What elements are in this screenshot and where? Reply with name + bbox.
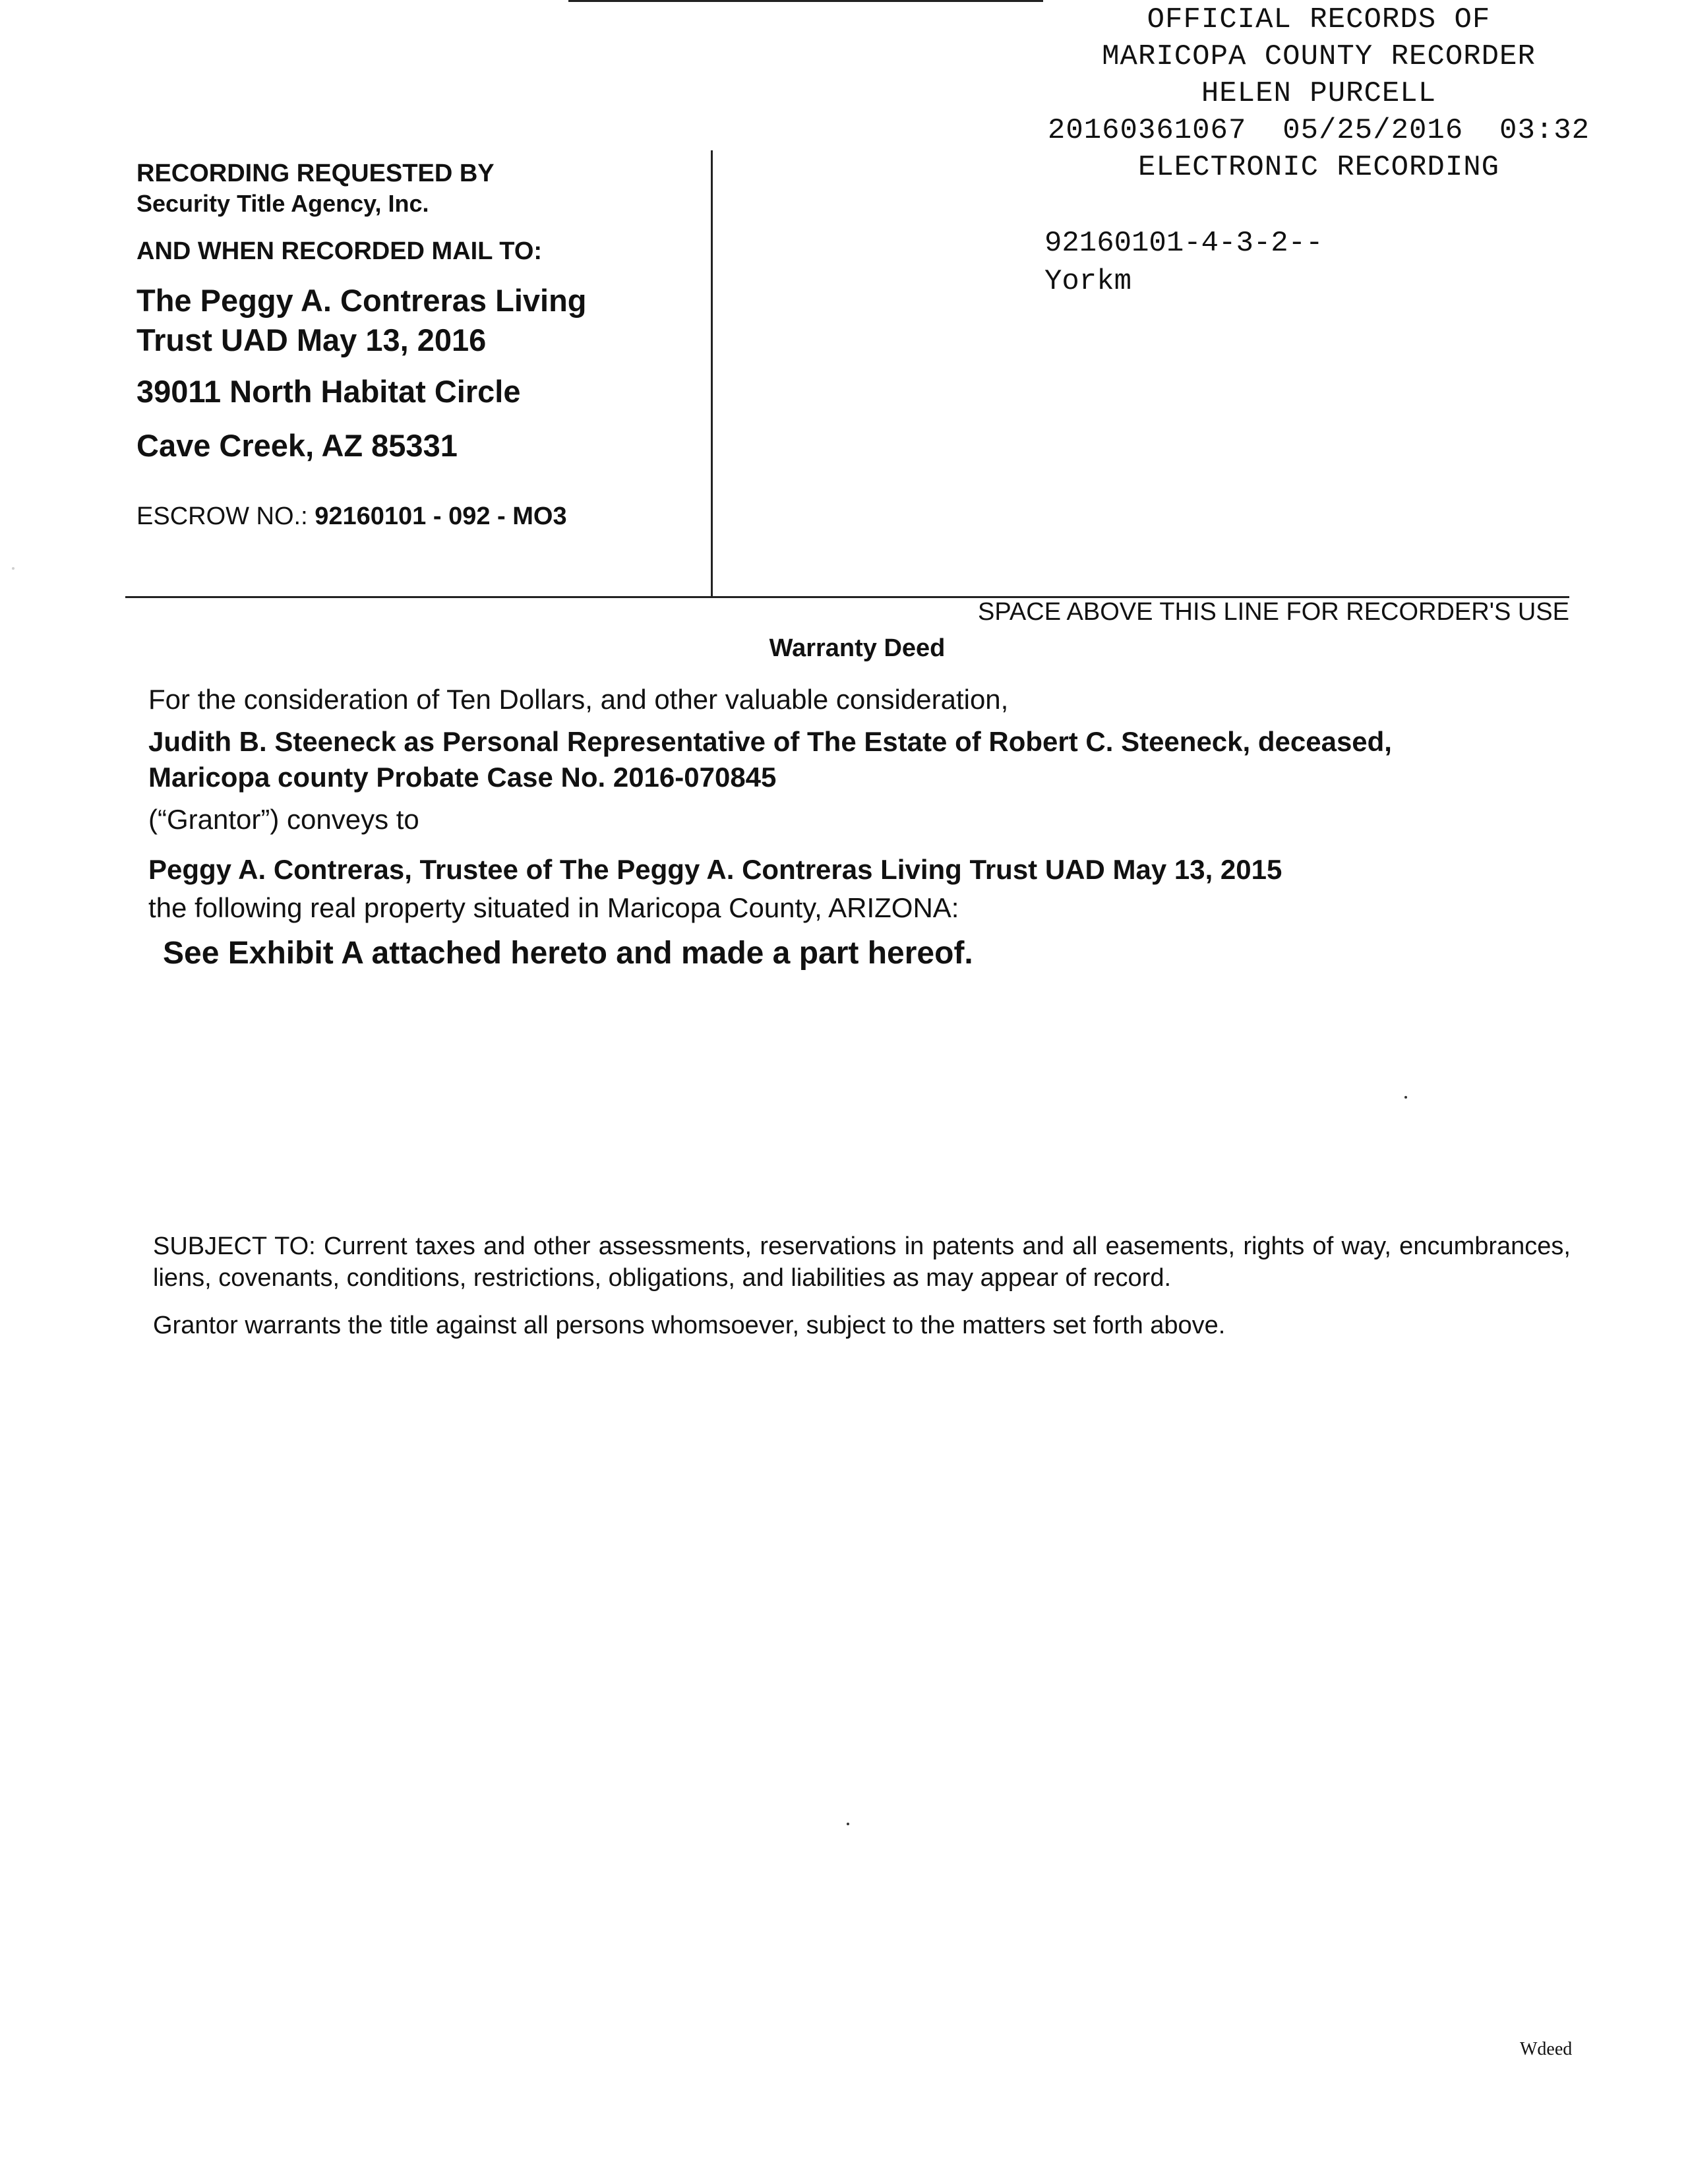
- record-date: 05/25/2016: [1282, 114, 1464, 147]
- stamp-line-recorder-name: HELEN PURCELL: [1201, 77, 1437, 110]
- subject-to-text: SUBJECT TO: Current taxes and other assessments, reservations in patents and all easements, rights of way, encumbrances, liens, covenants, conditions, restrictions, obligations, and liabilities as may appear of record.: [153, 1232, 1571, 1292]
- grantee-name: Peggy A. Contreras, Trustee of The Peggy A. Contreras Living Trust UAD May 13, 2015: [148, 854, 1282, 885]
- consideration-text: For the consideration of Ten Dollars, and other valuable consideration,: [148, 684, 1009, 715]
- header-divider: [711, 150, 713, 596]
- requested-by-agency: Security Title Agency, Inc.: [136, 190, 429, 217]
- grantor-line1: Judith B. Steeneck as Personal Representative of The Estate of Robert C. Steeneck, deceased,: [148, 726, 1392, 757]
- stamp-line-electronic-recording: ELECTRONIC RECORDING: [1137, 151, 1500, 184]
- scan-speck: [847, 1823, 849, 1825]
- mail-to-label: AND WHEN RECORDED MAIL TO:: [136, 237, 543, 265]
- stamp-clerk-id: Yorkm: [1044, 265, 1132, 298]
- record-time: 03:32: [1499, 114, 1590, 147]
- subject-to-block: [153, 1230, 1571, 1341]
- grantor-name: [148, 724, 1586, 795]
- warranty-text: Grantor warrants the title against all persons whomsoever, subject to the matters set forth above.: [153, 1312, 1226, 1339]
- conveys-text: (“Grantor”) conveys to: [148, 804, 419, 835]
- mail-to-name-line1: The Peggy A. Contreras Living: [136, 283, 587, 318]
- document-title: Warranty Deed: [769, 634, 946, 662]
- record-number: 20160361067: [1047, 114, 1247, 147]
- escrow-number: [136, 501, 690, 531]
- mail-to-name: [136, 281, 690, 360]
- stamp-reference-block: [1044, 224, 1323, 301]
- property-intro-text: the following real property situated in Maricopa County, ARIZONA:: [148, 892, 959, 923]
- mail-to-name-line2: Trust UAD May 13, 2016: [136, 322, 487, 357]
- form-code: Wdeed: [1520, 2039, 1573, 2059]
- exhibit-reference: See Exhibit A attached hereto and made a part hereof.: [163, 936, 973, 971]
- grantor-line2: Maricopa county Probate Case No. 2016-070845: [148, 762, 777, 793]
- mail-to-street: 39011 North Habitat Circle: [136, 374, 521, 409]
- recorder-use-note: SPACE ABOVE THIS LINE FOR RECORDER'S USE: [978, 598, 1569, 626]
- stamp-reference-number: 92160101-4-3-2--: [1044, 227, 1323, 260]
- recorder-stamp: [989, 1, 1648, 186]
- stamp-record-line: [989, 112, 1648, 149]
- scan-speck: [12, 567, 15, 570]
- stamp-line-county-recorder: MARICOPA COUNTY RECORDER: [1102, 40, 1536, 73]
- requested-by-label: RECORDING REQUESTED BY: [136, 160, 495, 187]
- scan-speck: [1404, 1096, 1407, 1099]
- escrow-value: 92160101 - 092 - MO3: [315, 502, 567, 530]
- recording-request-block: [136, 158, 690, 531]
- escrow-label: ESCROW NO.:: [136, 502, 308, 530]
- mail-to-city: Cave Creek, AZ 85331: [136, 428, 458, 463]
- stamp-line-official-records: OFFICIAL RECORDS OF: [1147, 3, 1491, 36]
- top-edge-rule: [568, 0, 1043, 2]
- deed-body: [148, 682, 1586, 973]
